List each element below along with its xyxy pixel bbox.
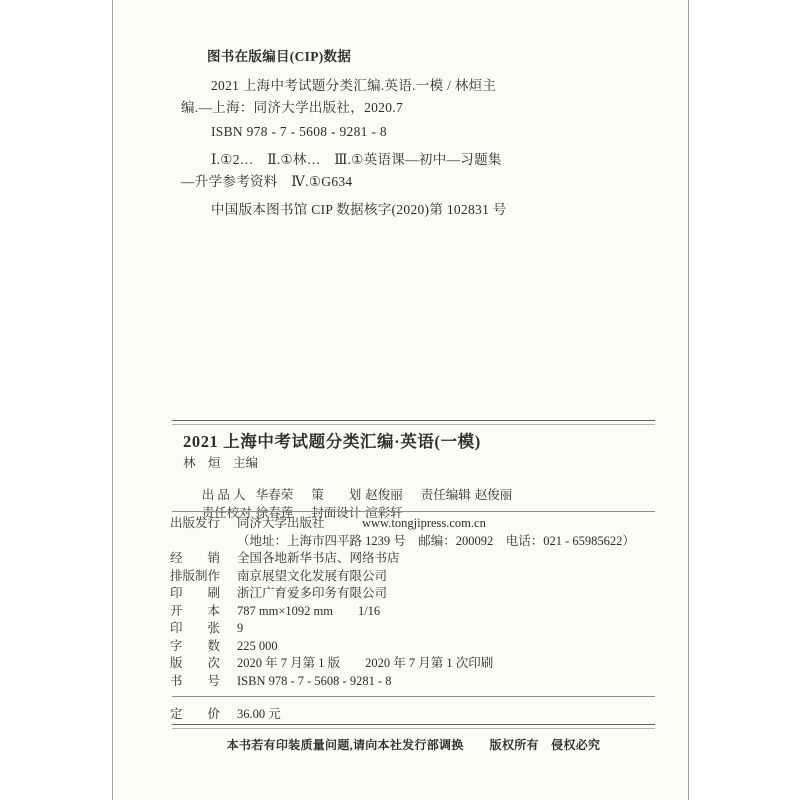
colophon-row-printing (170, 585, 670, 603)
editor-line: 林 烜 主编 (183, 456, 259, 470)
colophon-row-wordcount (170, 638, 670, 656)
colophon-label: 字 数 (170, 638, 221, 653)
price-value: 36.00 元 (237, 707, 281, 721)
colophon-value: 全国各地新华书店、网络书店 (237, 551, 400, 565)
colophon-row-typesetting (170, 568, 670, 586)
cip-entry-line2: 编.—上海：同济大学出版社，2020.7 (181, 100, 403, 115)
colophon-value: 787 mm×1092 mm 1/16 (237, 603, 381, 618)
colophon-row-sheets (170, 620, 670, 638)
paper-sheet (112, 0, 689, 800)
cip-isbn-line: ISBN 978 - 7 - 5608 - 9281 - 8 (211, 124, 387, 139)
colophon-label: 出版发行 (170, 516, 221, 530)
cip-entry-line1: 2021 上海中考试题分类汇编.英语.一模 / 林烜主 (211, 78, 497, 93)
footer-notice (172, 736, 655, 753)
cip-classification-line1: Ⅰ.①2… Ⅱ.①林… Ⅲ.①英语课—初中—习题集 (211, 152, 502, 167)
book-title: 2021 上海中考试题分类汇编·英语(一模) (183, 432, 481, 451)
divider-mid-2 (172, 696, 655, 697)
quality-notice: 本书若有印装质量问题,请向本社发行部调换 (226, 738, 464, 752)
cip-record-number: 中国版本图书馆 CIP 数据核字(2020)第 102831 号 (211, 202, 507, 217)
cip-classification-line2: —升学参考资料 Ⅳ.①G634 (181, 174, 353, 189)
colophon-block (170, 515, 670, 690)
divider-mid-1 (172, 511, 655, 512)
colophon-label: 排版制作 (170, 568, 221, 583)
price-label: 定 价 (170, 707, 221, 721)
colophon-row-distribution (170, 550, 670, 568)
colophon-value: 同济大学出版社 www.tongjipress.com.cn (237, 516, 486, 530)
colophon-label: 版 次 (170, 656, 221, 670)
cip-heading: 图书在版编目(CIP)数据 (207, 49, 352, 64)
cip-block (181, 46, 651, 221)
colophon-value: 浙江广育爱多印务有限公司 (237, 586, 388, 600)
copyright-notice: 版权所有 侵权必究 (489, 738, 601, 752)
colophon-label: 印 张 (170, 621, 221, 635)
crew-name: 渲彩轩 (365, 506, 403, 520)
colophon-row-publisher (170, 515, 670, 533)
colophon-label: 印 刷 (170, 586, 221, 600)
colophon-row-edition (170, 655, 670, 673)
crew-role: 策 划 (311, 488, 362, 502)
colophon-value: ISBN 978 - 7 - 5608 - 9281 - 8 (237, 673, 392, 688)
colophon-value: 225 000 (237, 638, 278, 653)
divider-double-bottom (172, 724, 655, 729)
colophon-value: 2020 年 7 月第 1 版 2020 年 7 月第 1 次印刷 (237, 656, 494, 670)
colophon-row-address (170, 533, 670, 551)
crew-pair (421, 485, 513, 503)
colophon-row-format (170, 603, 670, 621)
crew-role: 封面设计 (311, 506, 362, 520)
colophon-label: 开 本 (170, 603, 221, 618)
price-row (170, 706, 281, 724)
divider-double-top (172, 420, 655, 425)
colophon-label: 经 销 (170, 551, 221, 565)
crew-name: 赵俊丽 (365, 488, 403, 502)
crew-role: 责任编辑 (420, 488, 471, 502)
crew-name: 赵俊丽 (474, 488, 513, 502)
crew-role: 出 品 人 (201, 488, 246, 502)
crew-name: 徐春莲 (255, 506, 294, 520)
colophon-value: （地址：上海市四平路 1239 号 邮编：200092 电话：021 - 65985622） (237, 533, 635, 548)
colophon-value: 南京展望文化发展有限公司 (237, 568, 388, 583)
colophon-label: 书 号 (170, 673, 221, 688)
crew-role: 责任校对 (201, 506, 252, 520)
crew-name: 华春荣 (255, 488, 294, 502)
colophon-value: 9 (237, 621, 244, 635)
colophon-row-isbn (170, 673, 670, 691)
